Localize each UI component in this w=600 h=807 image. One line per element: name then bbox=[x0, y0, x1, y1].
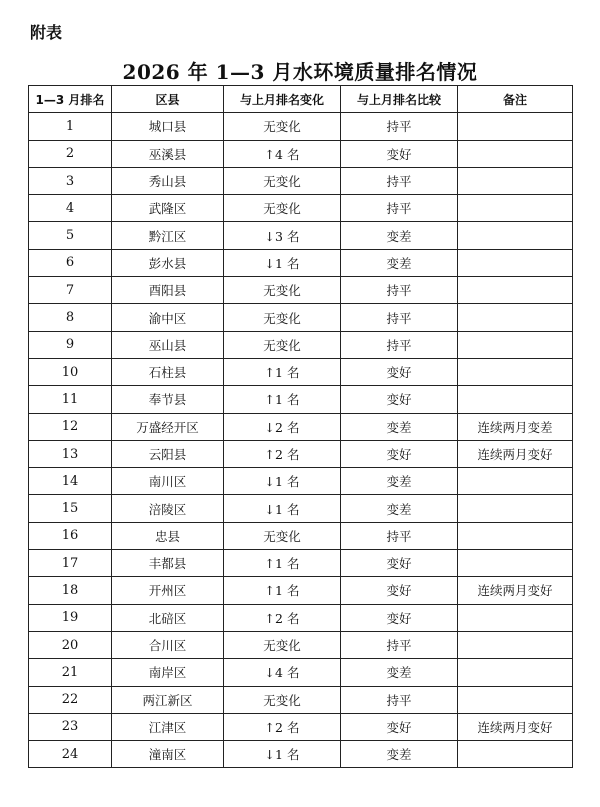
change-cell: ↓1 名 bbox=[224, 249, 341, 276]
district-cell: 涪陵区 bbox=[112, 495, 224, 522]
district-cell: 开州区 bbox=[112, 577, 224, 604]
table-row bbox=[29, 495, 573, 522]
change-cell: ↓4 名 bbox=[224, 659, 341, 686]
rank-cell: 3 bbox=[29, 167, 112, 194]
change-cell: 无变化 bbox=[224, 113, 341, 140]
document-title: 2026 年 1—3 月水环境质量排名情况 bbox=[122, 60, 478, 84]
district-cell: 黔江区 bbox=[112, 222, 224, 249]
district-cell: 两江新区 bbox=[112, 686, 224, 713]
note-cell: 连续两月变好 bbox=[458, 440, 573, 467]
district-cell: 丰都县 bbox=[112, 550, 224, 577]
note-cell bbox=[458, 386, 573, 413]
compare-cell: 变好 bbox=[341, 386, 458, 413]
table-row bbox=[29, 331, 573, 358]
change-cell: ↑1 名 bbox=[224, 358, 341, 385]
table-header-row bbox=[29, 86, 573, 113]
change-cell: ↓3 名 bbox=[224, 222, 341, 249]
change-cell: 无变化 bbox=[224, 631, 341, 658]
compare-cell: 变好 bbox=[341, 140, 458, 167]
rank-cell: 1 bbox=[29, 113, 112, 140]
compare-cell: 持平 bbox=[341, 277, 458, 304]
note-cell bbox=[458, 304, 573, 331]
table-row bbox=[29, 249, 573, 276]
rank-cell: 20 bbox=[29, 631, 112, 658]
district-cell: 南川区 bbox=[112, 468, 224, 495]
district-cell: 奉节县 bbox=[112, 386, 224, 413]
rank-cell: 12 bbox=[29, 413, 112, 440]
district-cell: 巫溪县 bbox=[112, 140, 224, 167]
district-cell: 酉阳县 bbox=[112, 277, 224, 304]
change-cell: 无变化 bbox=[224, 195, 341, 222]
table-row bbox=[29, 195, 573, 222]
district-cell: 巫山县 bbox=[112, 331, 224, 358]
table-row bbox=[29, 386, 573, 413]
note-cell bbox=[458, 741, 573, 768]
district-cell: 忠县 bbox=[112, 522, 224, 549]
table-row bbox=[29, 741, 573, 768]
rank-cell: 9 bbox=[29, 331, 112, 358]
compare-cell: 持平 bbox=[341, 113, 458, 140]
compare-cell: 变好 bbox=[341, 358, 458, 385]
compare-cell: 变好 bbox=[341, 440, 458, 467]
note-cell bbox=[458, 113, 573, 140]
header-change: 与上月排名变化 bbox=[224, 86, 341, 113]
change-cell: ↓2 名 bbox=[224, 413, 341, 440]
table-row bbox=[29, 440, 573, 467]
table-row bbox=[29, 713, 573, 740]
change-cell: ↑1 名 bbox=[224, 550, 341, 577]
compare-cell: 变好 bbox=[341, 713, 458, 740]
note-cell bbox=[458, 522, 573, 549]
district-cell: 江津区 bbox=[112, 713, 224, 740]
table-row bbox=[29, 413, 573, 440]
compare-cell: 变差 bbox=[341, 495, 458, 522]
table-row bbox=[29, 304, 573, 331]
rank-cell: 10 bbox=[29, 358, 112, 385]
note-cell bbox=[458, 331, 573, 358]
change-cell: 无变化 bbox=[224, 277, 341, 304]
rank-cell: 19 bbox=[29, 604, 112, 631]
header-rank: 1—3 月排名 bbox=[29, 86, 112, 113]
compare-cell: 持平 bbox=[341, 304, 458, 331]
rank-cell: 22 bbox=[29, 686, 112, 713]
rank-cell: 14 bbox=[29, 468, 112, 495]
rank-cell: 7 bbox=[29, 277, 112, 304]
district-cell: 彭水县 bbox=[112, 249, 224, 276]
district-cell: 北碚区 bbox=[112, 604, 224, 631]
table-row bbox=[29, 113, 573, 140]
compare-cell: 变差 bbox=[341, 468, 458, 495]
compare-cell: 持平 bbox=[341, 195, 458, 222]
district-cell: 云阳县 bbox=[112, 440, 224, 467]
rank-cell: 4 bbox=[29, 195, 112, 222]
rank-cell: 18 bbox=[29, 577, 112, 604]
rank-cell: 6 bbox=[29, 249, 112, 276]
district-cell: 南岸区 bbox=[112, 659, 224, 686]
compare-cell: 变差 bbox=[341, 413, 458, 440]
ranking-table bbox=[28, 85, 573, 768]
compare-cell: 变差 bbox=[341, 741, 458, 768]
change-cell: 无变化 bbox=[224, 331, 341, 358]
note-cell bbox=[458, 222, 573, 249]
change-cell: ↓1 名 bbox=[224, 741, 341, 768]
table-row bbox=[29, 550, 573, 577]
district-cell: 城口县 bbox=[112, 113, 224, 140]
table-row bbox=[29, 167, 573, 194]
change-cell: 无变化 bbox=[224, 304, 341, 331]
change-cell: ↑2 名 bbox=[224, 713, 341, 740]
district-cell: 潼南区 bbox=[112, 741, 224, 768]
compare-cell: 变差 bbox=[341, 222, 458, 249]
district-cell: 武隆区 bbox=[112, 195, 224, 222]
table-row bbox=[29, 631, 573, 658]
rank-cell: 16 bbox=[29, 522, 112, 549]
rank-cell: 21 bbox=[29, 659, 112, 686]
rank-cell: 11 bbox=[29, 386, 112, 413]
table-body bbox=[29, 113, 573, 768]
district-cell: 渝中区 bbox=[112, 304, 224, 331]
compare-cell: 变好 bbox=[341, 604, 458, 631]
note-cell bbox=[458, 249, 573, 276]
header-compare: 与上月排名比较 bbox=[341, 86, 458, 113]
note-cell: 连续两月变差 bbox=[458, 413, 573, 440]
compare-cell: 持平 bbox=[341, 522, 458, 549]
compare-cell: 持平 bbox=[341, 686, 458, 713]
change-cell: ↑2 名 bbox=[224, 440, 341, 467]
note-cell bbox=[458, 140, 573, 167]
change-cell: ↑4 名 bbox=[224, 140, 341, 167]
note-cell bbox=[458, 659, 573, 686]
district-cell: 合川区 bbox=[112, 631, 224, 658]
note-cell bbox=[458, 631, 573, 658]
note-cell: 连续两月变好 bbox=[458, 713, 573, 740]
annex-label: 附表 bbox=[30, 23, 63, 42]
table-row bbox=[29, 277, 573, 304]
table-row bbox=[29, 659, 573, 686]
note-cell bbox=[458, 167, 573, 194]
compare-cell: 变差 bbox=[341, 249, 458, 276]
table-row bbox=[29, 468, 573, 495]
district-cell: 石柱县 bbox=[112, 358, 224, 385]
change-cell: 无变化 bbox=[224, 522, 341, 549]
note-cell bbox=[458, 277, 573, 304]
compare-cell: 变好 bbox=[341, 550, 458, 577]
rank-cell: 13 bbox=[29, 440, 112, 467]
compare-cell: 变好 bbox=[341, 577, 458, 604]
compare-cell: 变差 bbox=[341, 659, 458, 686]
rank-cell: 2 bbox=[29, 140, 112, 167]
change-cell: 无变化 bbox=[224, 167, 341, 194]
compare-cell: 持平 bbox=[341, 331, 458, 358]
change-cell: ↑1 名 bbox=[224, 386, 341, 413]
table-row bbox=[29, 604, 573, 631]
rank-cell: 5 bbox=[29, 222, 112, 249]
compare-cell: 持平 bbox=[341, 167, 458, 194]
rank-cell: 15 bbox=[29, 495, 112, 522]
note-cell: 连续两月变好 bbox=[458, 577, 573, 604]
note-cell bbox=[458, 195, 573, 222]
table-row bbox=[29, 577, 573, 604]
header-note: 备注 bbox=[458, 86, 573, 113]
header-district: 区县 bbox=[112, 86, 224, 113]
rank-cell: 17 bbox=[29, 550, 112, 577]
rank-cell: 8 bbox=[29, 304, 112, 331]
table-row bbox=[29, 140, 573, 167]
change-cell: ↓1 名 bbox=[224, 468, 341, 495]
district-cell: 万盛经开区 bbox=[112, 413, 224, 440]
note-cell bbox=[458, 358, 573, 385]
note-cell bbox=[458, 495, 573, 522]
rank-cell: 24 bbox=[29, 741, 112, 768]
change-cell: ↑2 名 bbox=[224, 604, 341, 631]
district-cell: 秀山县 bbox=[112, 167, 224, 194]
note-cell bbox=[458, 550, 573, 577]
note-cell bbox=[458, 686, 573, 713]
note-cell bbox=[458, 604, 573, 631]
rank-cell: 23 bbox=[29, 713, 112, 740]
compare-cell: 持平 bbox=[341, 631, 458, 658]
note-cell bbox=[458, 468, 573, 495]
table-row bbox=[29, 358, 573, 385]
change-cell: 无变化 bbox=[224, 686, 341, 713]
change-cell: ↓1 名 bbox=[224, 495, 341, 522]
table-row bbox=[29, 222, 573, 249]
change-cell: ↑1 名 bbox=[224, 577, 341, 604]
table-row bbox=[29, 686, 573, 713]
table-row bbox=[29, 522, 573, 549]
